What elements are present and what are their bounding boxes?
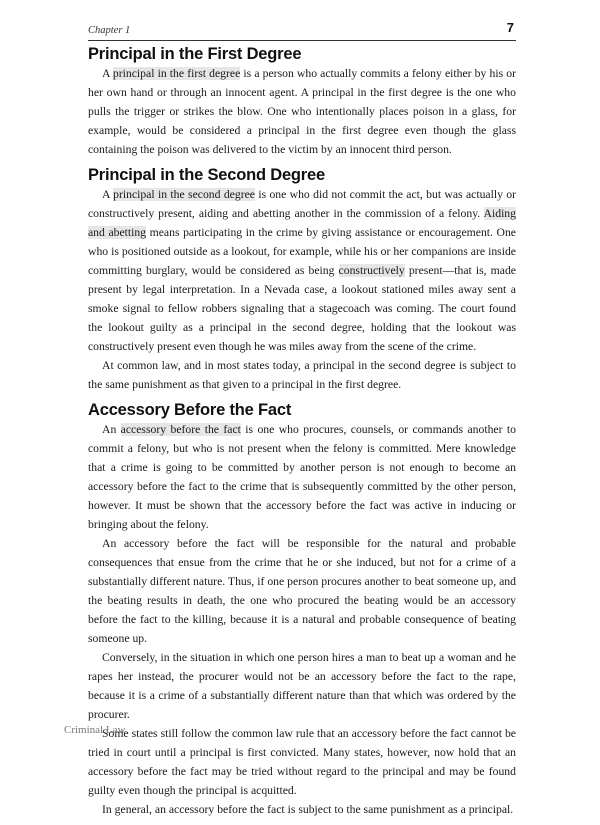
paragraph-text: Conversely, in the situation in which one person hires a man to beat up a woman and he rapes her instead, the procurer would not be an accessory before the fact to the rape, because it is a crime of a substantially different nature than that which was ordered by the procurer. [88, 651, 516, 721]
highlighted-term: Aiding and abetting [88, 207, 516, 239]
paragraph-text: An accessory before the fact will be responsible for the natural and probable consequences that ensue from the crime that he or she induced, but not for a crime of a substantially different nature. Thus, if one person procures another to beat someone up, and the beating results in death, the one who procured the beating would be an accessory before the fact to the killing, because it is a natural and probable consequence of beating someone up. [88, 537, 516, 645]
paragraph-text: is one who procures, counsels, or commands another to commit a felony, but who is not present when the felony is committed. Mere knowledge that a crime is going to be committed by another person is not enough to become an accessory before the fact to the crime that is subsequently committed by the other person, however. It must be shown that the accessory before the fact was active in inducing or bringing about the felony. [88, 423, 516, 531]
section [88, 44, 516, 159]
paragraph-text: is one who did not commit the act, but was actually or constructively present, aiding and abetting another in the commission of a felony. [88, 188, 517, 220]
paragraph-text: In general, an accessory before the fact is subject to the same punishment as a principal. [102, 803, 514, 816]
page-header [88, 22, 516, 41]
paragraph [88, 534, 516, 648]
highlighted-term: constructively [338, 264, 405, 277]
section [88, 165, 516, 394]
paragraph [88, 356, 516, 394]
section-heading: Principal in the First Degree [88, 45, 302, 63]
highlighted-term: accessory before the fact [120, 423, 241, 436]
highlighted-term: principal in the first degree [112, 67, 241, 80]
paragraph [88, 724, 516, 800]
chapter-label: Chapter 1 [88, 25, 131, 36]
page-number: 7 [506, 20, 514, 35]
paragraph [88, 800, 516, 819]
paragraph-text: A [102, 67, 113, 80]
highlighted-term: principal in the second degree [113, 188, 255, 201]
paragraph-text: At common law, and in most states today, a principal in the second degree is subject to the same punishment as that given to a principal in the first degree. [88, 359, 516, 391]
paragraph-text: An [102, 423, 121, 436]
section [88, 400, 516, 819]
paragraph-text: present—that is, made present by legal interpretation. In a Nevada case, a lookout stationed miles away sent a smoke signal to fellow robbers signaling that a stagecoach was coming. The court found the lookout guilty as a principal in the second degree, holding that the lookout was constructively present even though he was miles away from the scene of the crime. [88, 264, 516, 353]
paragraph-text: A [102, 188, 114, 201]
paragraph-text: is a person who actually commits a felony either by his or her own hand or through an innocent agent. A principal in the first degree is the one who pulls the trigger or strikes the blow. One who intentionally places poison in a glass, for example, would be considered a principal in the first degree even though the glass containing the poison was delivered to the victim by an innocent third person. [88, 67, 516, 156]
page-body [88, 44, 516, 825]
paragraph [88, 64, 516, 159]
paragraph-text: Some states still follow the common law rule that an accessory before the fact cannot be tried in court until a principal is first convicted. Many states, however, now hold that an accessory before the fact may be tried without regard to the principal and may be found guilty even though the principal is acquitted. [88, 727, 516, 797]
section-heading: Accessory Before the Fact [88, 401, 292, 419]
paragraph-text: means participating in the crime by giving assistance or encouragement. One who is positioned outside as a lookout, for example, while his or her companions are inside committing burglary, would be considered as being [88, 226, 516, 277]
paragraph [88, 648, 516, 724]
section-heading: Principal in the Second Degree [88, 166, 325, 184]
footer-book-title: Criminal Law [64, 724, 126, 736]
paragraph [88, 420, 516, 534]
paragraph [88, 185, 516, 356]
